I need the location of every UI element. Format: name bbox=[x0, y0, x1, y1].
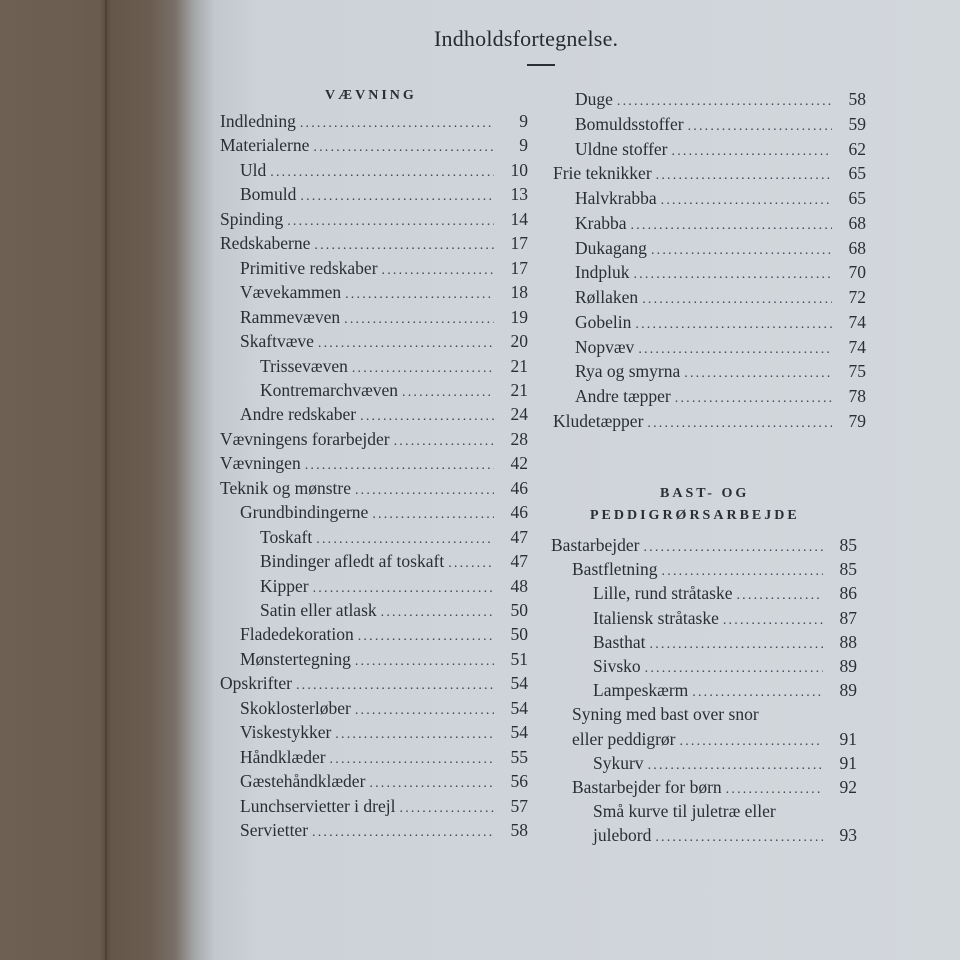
section-heading-bast-line1: BAST- OG bbox=[660, 486, 750, 501]
toc-entry bbox=[240, 305, 528, 329]
toc-entry bbox=[575, 186, 866, 210]
toc-entry-title: Italiensk stråtaske bbox=[593, 607, 719, 628]
toc-entry-title: Bomuldsstoffer bbox=[575, 113, 684, 134]
toc-entry bbox=[575, 310, 866, 334]
toc-entry-title: Bastarbejder for børn bbox=[572, 777, 722, 797]
dot-leader bbox=[270, 161, 494, 185]
dot-leader bbox=[638, 338, 832, 362]
dot-leader bbox=[656, 164, 832, 188]
dot-leader bbox=[400, 797, 495, 821]
toc-entry bbox=[575, 359, 866, 383]
dot-leader bbox=[655, 826, 823, 850]
toc-entry bbox=[240, 769, 528, 793]
dot-leader bbox=[688, 115, 832, 139]
toc-entry bbox=[240, 696, 528, 720]
toc-entry-page-number: 65 bbox=[848, 163, 866, 184]
toc-entry-title: Gobelin bbox=[575, 311, 632, 332]
toc-entry bbox=[260, 598, 528, 622]
toc-entry-page-number: 54 bbox=[510, 722, 528, 743]
dot-leader bbox=[355, 650, 494, 674]
toc-entry-title: Duge bbox=[575, 89, 613, 109]
toc-entry-title: Vævningen bbox=[220, 453, 301, 474]
toc-entry-page-number: 74 bbox=[848, 311, 866, 332]
toc-entry-page-number: 78 bbox=[848, 386, 866, 406]
title-divider bbox=[527, 64, 555, 66]
toc-entry-page-number: 93 bbox=[839, 825, 857, 846]
dot-leader bbox=[313, 577, 494, 601]
toc-entry bbox=[260, 525, 528, 549]
dot-leader bbox=[635, 313, 832, 337]
dot-leader bbox=[360, 405, 494, 429]
dot-leader bbox=[318, 332, 494, 356]
toc-entry-title: Fladedekoration bbox=[240, 624, 354, 645]
toc-entry-title: Viskestykker bbox=[240, 722, 332, 743]
dot-leader bbox=[287, 210, 494, 234]
toc-entry bbox=[240, 500, 528, 524]
toc-entry-title: Halvkrabba bbox=[575, 188, 657, 208]
toc-entry bbox=[575, 87, 866, 111]
toc-entry-page-number: 54 bbox=[510, 673, 528, 694]
toc-entry-title: Indpluk bbox=[575, 262, 630, 283]
toc-entry-title: Sivsko bbox=[593, 656, 641, 676]
toc-entry-page-number: 17 bbox=[510, 257, 528, 278]
dot-leader bbox=[448, 552, 494, 576]
toc-entry bbox=[575, 236, 866, 260]
toc-entry bbox=[260, 354, 528, 378]
dot-leader bbox=[344, 308, 494, 332]
toc-entry-page-number: 89 bbox=[839, 680, 857, 701]
toc-entry-page-number: 48 bbox=[510, 575, 528, 596]
dot-leader bbox=[381, 601, 494, 625]
toc-entry-page-number: 42 bbox=[510, 453, 528, 474]
toc-entry bbox=[553, 409, 866, 433]
toc-entry-title: Redskaberne bbox=[220, 233, 311, 254]
toc-entry bbox=[593, 606, 857, 630]
toc-entry-title: Bindinger afledt af toskaft bbox=[260, 551, 445, 572]
toc-entry bbox=[240, 720, 528, 744]
toc-entry bbox=[240, 329, 528, 353]
toc-entry-page-number: 72 bbox=[848, 287, 866, 307]
toc-entry bbox=[220, 671, 528, 695]
toc-entry bbox=[593, 630, 857, 654]
toc-entry-title: Kludetæpper bbox=[553, 410, 644, 431]
toc-entry-title: eller peddigrør bbox=[572, 728, 676, 749]
toc-entry bbox=[220, 427, 528, 451]
toc-entry-title: Vævningens forarbejder bbox=[220, 428, 390, 449]
toc-entry-page-number: 21 bbox=[510, 355, 528, 376]
toc-entry-page-number: 74 bbox=[848, 336, 866, 357]
toc-entry bbox=[240, 280, 528, 304]
toc-entry bbox=[572, 702, 857, 726]
toc-entry bbox=[593, 799, 857, 823]
toc-entry-title: Skoklosterløber bbox=[240, 697, 351, 718]
toc-entry-title: Basthat bbox=[593, 631, 646, 652]
toc-entry-title: Grundbindingerne bbox=[240, 502, 369, 523]
toc-entry-title: Spinding bbox=[220, 208, 284, 229]
page-title: Indholdsfortegnelse. bbox=[434, 26, 619, 51]
dot-leader bbox=[684, 362, 832, 386]
toc-entry bbox=[575, 211, 866, 235]
toc-entry-page-number: 87 bbox=[839, 607, 857, 628]
toc-entry bbox=[260, 549, 528, 573]
toc-entry-page-number: 70 bbox=[848, 262, 866, 283]
dot-leader bbox=[372, 503, 494, 527]
toc-entry bbox=[240, 794, 528, 818]
toc-entry-page-number: 18 bbox=[510, 282, 528, 303]
toc-entry-title: Rammevæven bbox=[240, 306, 341, 327]
toc-entry-page-number: 51 bbox=[510, 648, 528, 669]
toc-entry-title: Røllaken bbox=[575, 287, 639, 307]
toc-entry-page-number: 68 bbox=[848, 237, 866, 258]
toc-entry-title: Lunchservietter i drejl bbox=[240, 795, 396, 816]
toc-entry-title: Bastarbejder bbox=[551, 535, 640, 555]
toc-entry-title: Små kurve til juletræ eller bbox=[593, 801, 776, 822]
dot-leader bbox=[296, 674, 494, 698]
toc-entry bbox=[593, 654, 857, 678]
toc-entry-title: Toskaft bbox=[260, 526, 313, 547]
dot-leader bbox=[382, 259, 494, 283]
toc-entry-title: Uld bbox=[240, 159, 267, 180]
toc-entry-page-number: 57 bbox=[510, 795, 528, 816]
dot-leader bbox=[352, 357, 494, 381]
dot-leader bbox=[300, 185, 494, 209]
toc-entry bbox=[260, 378, 528, 402]
toc-entry-page-number: 28 bbox=[510, 428, 528, 449]
toc-entry bbox=[260, 574, 528, 598]
toc-entry-title: Andre tæpper bbox=[575, 386, 671, 406]
toc-entry-title: Opskrifter bbox=[220, 673, 292, 694]
dot-leader bbox=[358, 625, 494, 649]
toc-entry bbox=[553, 161, 866, 185]
toc-entry bbox=[220, 207, 528, 231]
toc-entry-page-number: 47 bbox=[510, 526, 528, 547]
dot-leader bbox=[314, 234, 494, 258]
toc-entry bbox=[220, 231, 528, 255]
dot-leader bbox=[661, 189, 832, 213]
toc-entry-title: Nopvæv bbox=[575, 336, 635, 357]
dot-leader bbox=[312, 821, 494, 845]
toc-entry-title: julebord bbox=[593, 825, 652, 846]
dot-leader bbox=[355, 479, 494, 503]
toc-entry-title: Dukagang bbox=[575, 237, 647, 258]
toc-entry bbox=[240, 182, 528, 206]
toc-entry-page-number: 85 bbox=[839, 535, 857, 555]
toc-entry-title: Kontremarchvæven bbox=[260, 379, 399, 400]
toc-entry bbox=[240, 256, 528, 280]
dot-leader bbox=[672, 140, 833, 164]
toc-entry-page-number: 21 bbox=[510, 379, 528, 400]
dot-leader bbox=[305, 454, 494, 478]
dot-leader bbox=[345, 283, 494, 307]
toc-entry-title: Andre redskaber bbox=[240, 404, 357, 425]
toc-entry-page-number: 65 bbox=[848, 188, 866, 208]
toc-entry-title: Trissevæven bbox=[260, 355, 348, 376]
toc-entry-page-number: 54 bbox=[510, 697, 528, 718]
toc-entry-page-number: 47 bbox=[510, 551, 528, 572]
toc-entry-title: Håndklæder bbox=[240, 746, 326, 767]
toc-entry-page-number: 58 bbox=[510, 820, 528, 841]
toc-entry bbox=[572, 557, 857, 581]
toc-entry-title: Materialerne bbox=[220, 135, 310, 156]
toc-entry-page-number: 58 bbox=[848, 89, 866, 109]
toc-entry-title: Bomuld bbox=[240, 184, 297, 205]
dot-leader bbox=[394, 430, 494, 454]
dot-leader bbox=[675, 387, 832, 411]
dot-leader bbox=[647, 412, 832, 436]
toc-entry-page-number: 91 bbox=[839, 752, 857, 773]
toc-entry-title: Gæstehåndklæder bbox=[240, 771, 366, 792]
toc-entry bbox=[240, 158, 528, 182]
toc-entry-page-number: 62 bbox=[848, 138, 866, 159]
toc-entry-title: Syning med bast over snor bbox=[572, 704, 759, 725]
toc-entry-title: Skaftvæve bbox=[240, 331, 314, 352]
toc-entry-title: Lampeskærm bbox=[593, 680, 689, 701]
toc-entry bbox=[575, 260, 866, 284]
toc-entry-page-number: 24 bbox=[510, 404, 528, 425]
toc-entry bbox=[575, 285, 866, 309]
toc-entry-title: Primitive redskaber bbox=[240, 257, 378, 278]
toc-entry-title: Servietter bbox=[240, 820, 309, 841]
toc-entry-page-number: 89 bbox=[839, 656, 857, 676]
dot-leader bbox=[617, 90, 832, 114]
toc-entry bbox=[593, 751, 857, 775]
toc-entry bbox=[240, 745, 528, 769]
section-heading-vaevning: VÆVNING bbox=[325, 88, 417, 103]
toc-entry-page-number: 46 bbox=[510, 502, 528, 523]
toc-entry bbox=[240, 647, 528, 671]
dot-leader bbox=[631, 214, 832, 238]
toc-entry bbox=[240, 622, 528, 646]
toc-entry-title: Sykurv bbox=[593, 752, 644, 773]
toc-entry-page-number: 10 bbox=[510, 159, 528, 180]
toc-entry-page-number: 46 bbox=[510, 477, 528, 498]
toc-entry-page-number: 79 bbox=[848, 410, 866, 431]
toc-entry-page-number: 19 bbox=[510, 306, 528, 327]
toc-entry bbox=[575, 137, 866, 161]
toc-entry-title: Teknik og mønstre bbox=[220, 477, 351, 498]
toc-entry-page-number: 50 bbox=[510, 600, 528, 620]
toc-entry-page-number: 20 bbox=[510, 331, 528, 352]
toc-entry bbox=[572, 727, 857, 751]
dot-leader bbox=[633, 263, 832, 287]
dot-leader bbox=[355, 699, 494, 723]
toc-entry-page-number: 91 bbox=[839, 728, 857, 749]
toc-entry-page-number: 88 bbox=[839, 631, 857, 652]
toc-entry bbox=[220, 451, 528, 475]
toc-entry-page-number: 86 bbox=[839, 583, 857, 604]
dot-leader bbox=[369, 772, 494, 796]
toc-entry-page-number: 85 bbox=[839, 559, 857, 580]
dot-leader bbox=[642, 288, 832, 312]
toc-entry-page-number: 9 bbox=[519, 111, 528, 131]
toc-entry bbox=[240, 818, 528, 842]
toc-entry-title: Bastfletning bbox=[572, 559, 658, 580]
toc-entry bbox=[593, 823, 857, 847]
dot-leader bbox=[316, 528, 494, 552]
toc-entry bbox=[593, 678, 857, 702]
toc-entry-title: Uldne stoffer bbox=[575, 138, 668, 159]
toc-entry-page-number: 59 bbox=[848, 113, 866, 134]
toc-entry-title: Rya og smyrna bbox=[575, 361, 681, 382]
toc-entry bbox=[575, 112, 866, 136]
toc-entry bbox=[575, 335, 866, 359]
toc-entry-title: Frie teknikker bbox=[553, 163, 652, 184]
toc-entry bbox=[575, 384, 866, 408]
toc-entry-page-number: 13 bbox=[510, 184, 528, 205]
section-heading-bast-line2: PEDDIGRØRSARBEJDE bbox=[590, 508, 800, 523]
toc-entry-page-number: 56 bbox=[510, 771, 528, 792]
toc-entry-page-number: 55 bbox=[510, 746, 528, 767]
toc-entry-page-number: 17 bbox=[510, 233, 528, 254]
dot-leader bbox=[330, 748, 494, 772]
dot-leader bbox=[300, 112, 494, 136]
toc-entry-page-number: 75 bbox=[848, 361, 866, 382]
toc-entry-title: Mønstertegning bbox=[240, 648, 351, 669]
toc-entry-title: Satin eller atlask bbox=[260, 600, 377, 620]
dot-leader bbox=[335, 723, 494, 747]
toc-entry-page-number: 50 bbox=[510, 624, 528, 645]
toc-entry bbox=[240, 402, 528, 426]
toc-entry-title: Lille, rund stråtaske bbox=[593, 583, 733, 604]
dot-leader bbox=[651, 239, 832, 263]
toc-entry bbox=[220, 476, 528, 500]
toc-entry-title: Kipper bbox=[260, 575, 309, 596]
dot-leader bbox=[402, 381, 494, 405]
toc-entry bbox=[593, 581, 857, 605]
toc-entry bbox=[572, 775, 857, 799]
toc-entry bbox=[220, 109, 528, 133]
toc-entry-page-number: 9 bbox=[519, 135, 528, 156]
toc-entry-title: Krabba bbox=[575, 212, 627, 233]
dot-leader bbox=[313, 136, 494, 160]
toc-entry-page-number: 92 bbox=[839, 777, 857, 797]
toc-entry-title: Indledning bbox=[220, 111, 296, 131]
book-spine-fold bbox=[105, 0, 107, 960]
toc-entry bbox=[220, 133, 528, 157]
toc-entry bbox=[551, 533, 857, 557]
toc-entry-page-number: 68 bbox=[848, 212, 866, 233]
toc-entry-title: Vævekammen bbox=[240, 282, 342, 303]
toc-entry-page-number: 14 bbox=[510, 208, 528, 229]
